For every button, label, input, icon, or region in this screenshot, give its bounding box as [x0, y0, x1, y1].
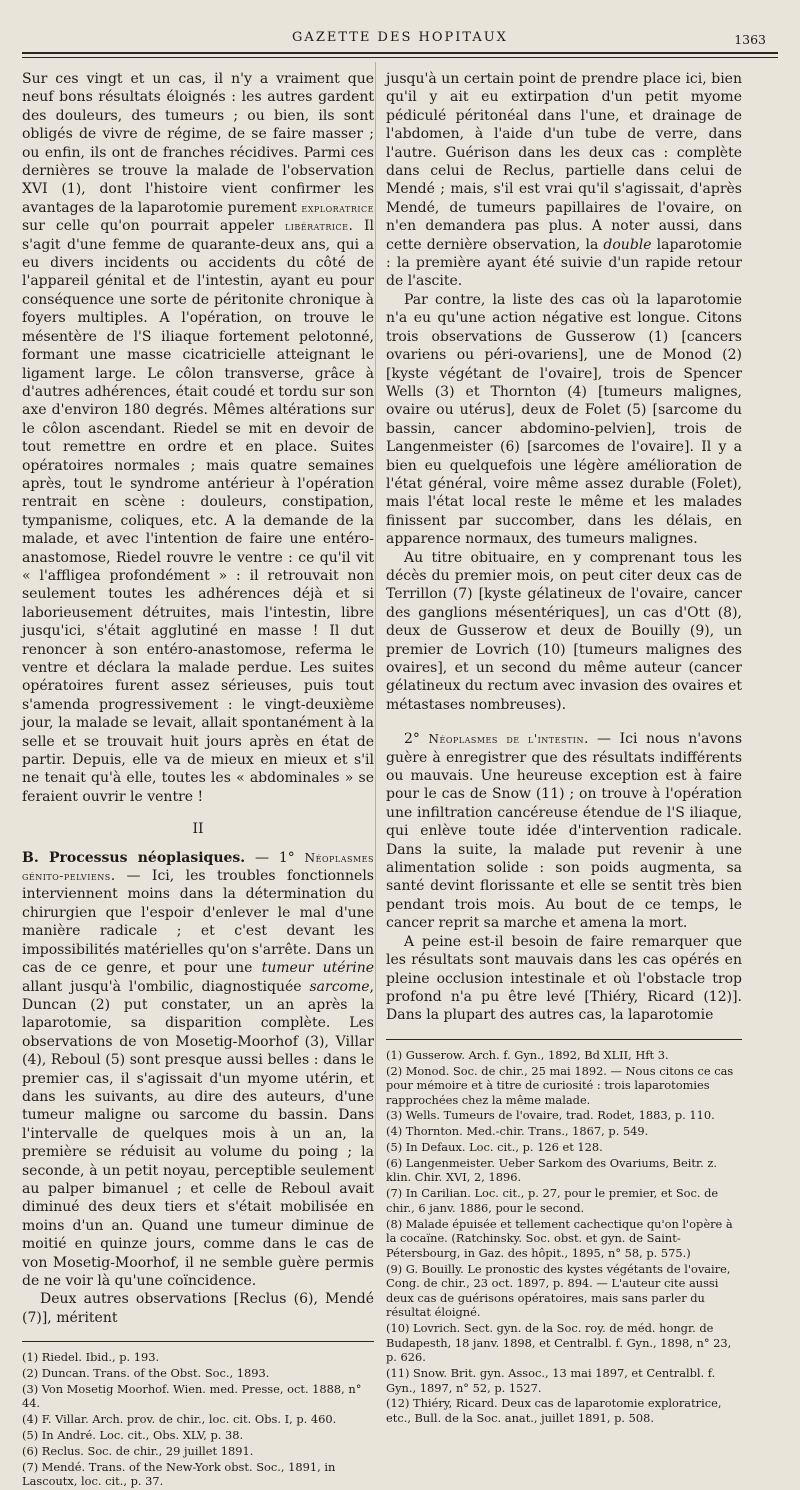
footnote: (7) Mendé. Trans. of the New-York obst. Soc., 1891, in Lascoutx, loc. cit., p. 37. [22, 1459, 336, 1489]
footnote-rule [22, 1341, 374, 1342]
footnote: (10) Lovrich. Sect. gyn. de la Soc. roy. de méd. hongr. de Budapesth, 18 janv. 1898, et Centralbl. f. Gyn., 1898, n° 23, p. 626. [386, 1321, 732, 1365]
footnote: (2) Duncan. Trans. of the Obst. Soc., 1893. [22, 1366, 270, 1380]
paragraph: Deux autres observations [Reclus (6), Mendé (7)], méritent [22, 1291, 374, 1326]
footnote-rule [386, 1039, 742, 1040]
page-number: 1363 [734, 32, 766, 47]
column-divider [375, 62, 376, 1172]
spacer [386, 714, 742, 730]
footnote: (5) In André. Loc. cit., Obs. XLV, p. 38. [22, 1427, 244, 1442]
right-column [386, 70, 742, 1427]
footnote: (7) In Carilian. Loc. cit., p. 27, pour le premier, et Soc. de chir., 6 janv. 1886, pour le second. [386, 1186, 719, 1215]
footnote: (8) Malade épuisée et tellement cachectique qu'on l'opère à la cocaïne. (Ratchinsky. Soc. obst. et gyn. de Saint-Pétersbourg, in Gaz. des hôpit., 1895, n° 58, p. 575.) [386, 1216, 733, 1260]
left-column [22, 70, 374, 1490]
header-rule-thin [22, 57, 778, 58]
footnote: (6) Langenmeister. Ueber Sarkom des Ovariums, Beitr. z. klin. Chir. XVI, 2, 1896. [386, 1155, 718, 1185]
footnote: (1) Riedel. Ibid., p. 193. [22, 1350, 160, 1365]
footnote: (3) Von Mosetig Moorhof. Wien. med. Presse, oct. 1888, n° 44. [22, 1381, 362, 1411]
running-head: GAZETTE DES HOPITAUX [292, 30, 508, 45]
paragraph: jusqu'à un certain point de prendre place ici, bien qu'il y ait eu extirpation d'un petit myome pédiculé péritonéal dans l'une, et drainage de l'abdomen, à l'aide d'un tube de verre, dans l'autre. Guérison dans les deux cas : complète dans celui de Reclus, partielle dans celui de Mendé ; mais, s'il est vrai qu'il s'agissait, d'après Mendé, de tumeurs papillaires de l'ovaire, on n'en demandera pas plus. A noter aussi, dans cette dernière observation, la double laparotomie : la première ayant été suivie d'un rapide retour de l'ascite. [386, 71, 742, 290]
section-number: II [192, 821, 204, 838]
footnote: (9) G. Bouilly. Le pronostic des kystes végétants de l'ovaire, Cong. de chir., 23 oct. 1897, p. 894. — L'auteur cite aussi deux cas de guérisons opératoires, mais sans parler du résultat éloigné. [386, 1261, 731, 1320]
footnote: (11) Snow. Brit. gyn. Assoc., 13 mai 1897, et Centralbl. f. Gyn., 1897, n° 52, p. 1527. [386, 1366, 716, 1395]
paragraph: Au titre obituaire, en y comprenant tous les décès du premier mois, on peut citer deux cas de Terrillon (7) [kyste gélatineux de l'ovaire, cancer des ganglions mésentériques], un cas d'Ott (8), deux de Gusserow et deux de Bouilly (9), un premier de Lovrich (10) [tumeurs malignes des ovaires], et un second du même auteur (cancer gélatineux du rectum avec invasion des ovaires et métastases nombreuses). [386, 549, 742, 713]
paragraph: B. Processus néoplasiques. — 1° Néoplasmes génito-pelviens. — Ici, les troubles fonctionnels interviennent moins dans la détermination du chirurgien que l'espoir d'enlever le mal d'une manière radicale ; et c'est devant les impossibilités matérielles qu'on s'arrête. Dans un cas de ce genre, et pour une tumeur utérine allant jusqu'à l'ombilic, diagnostiquée sarcome, Duncan (2) put constater, un an après la laparotomie, sa disparition complète. Les observations de von Mosetig-Moorhof (3), Villar (4), Reboul (5) sont presque aussi belles : dans le premier cas, il s'agissait d'un myome utérin, et dans les suivants, au dire des auteurs, d'une tumeur maligne ou sarcome du bassin. Dans l'intervalle de quelques mois à un an, la première se réduisit au volume du poing ; la seconde, à un petit noyau, perceptible seulement au palper bimanuel ; et celle de Reboul avait diminué des deux tiers et s'était mobilisée en moins d'un an. Quand une tumeur diminue de moitié en quinze jours, comme dans le cas de von Mosetig-Moorhof, il ne semble guère permis de ne voir là qu'une coïncidence. [22, 849, 375, 1289]
footnote: (12) Thiéry, Ricard. Deux cas de laparotomie exploratrice, etc., Bull. de la Soc. anat., juillet 1891, p. 508. [386, 1396, 722, 1426]
footnote: (4) F. Villar. Arch. prov. de chir., loc. cit. Obs. I, p. 460. [22, 1412, 337, 1427]
footnote: (2) Monod. Soc. de chir., 25 mai 1892. — Nous citons ce cas pour mémoire et à titre de curiosité : trois laparotomies rapprochées chez la même malade. [386, 1063, 734, 1107]
footnotes-left [22, 1350, 374, 1488]
footnotes-right [386, 1048, 742, 1426]
paragraph: A peine est-il besoin de faire remarquer que les résultats sont mauvais dans les cas opérés en pleine occlusion intestinale et où l'obstacle trop profond n'a pu être levé [Thiéry, Ricard (12)]. Dans la plupart des autres cas, la laparotomie [386, 933, 742, 1024]
paragraph: 2° Néoplasmes de l'intestin. — Ici nous n'avons guère à enregistrer que des résultats indifférents ou mauvais. Une heureuse exception est à faire pour le cas de Snow (11) ; on trouve à l'opération une infiltration cancéreuse étendue de l'S iliaque, qui enlève toute idée d'intervention radicale. Dans la suite, la malade put revenir à une alimentation solide : son poids augmenta, sa santé devint florissante et elle se sentit très bien pendant trois mois. Au bout de ce temps, le cancer reprit sa marche et amena la mort. [386, 731, 743, 932]
footnote: (1) Gusserow. Arch. f. Gyn., 1892, Bd XLII, Hft 3. [386, 1047, 669, 1062]
paragraph: Par contre, la liste des cas où la laparotomie n'a eu qu'une action négative est longue. Citons trois observations de Gusserow (1) [cancers ovariens ou péri-ovariens], une de Monod (2) [kyste végétant de l'ovaire], trois de Spencer Wells (3) et Thornton (4) [tumeurs malignes, ovaire ou utérus], deux de Folet (5) [sarcome du bassin, cancer abdomino-pelvien], trois de Langenmeister (6) [sarcomes de l'ovaire]. Il y a bien eu quelquefois une légère amélioration de l'état général, voire même assez durable (Folet), mais l'état local reste le même et les malades finissent par succomber, dans les délais, en apparence normaux, des tumeurs malignes. [386, 291, 742, 548]
footnote: (6) Reclus. Soc. de chir., 29 juillet 1891. [22, 1443, 254, 1458]
footnote: (5) In Defaux. Loc. cit., p. 126 et 128. [386, 1140, 603, 1155]
paragraph: Sur ces vingt et un cas, il n'y a vraiment que neuf bons résultats éloignés : les autres gardent des douleurs, des tumeurs ; ou bien, ils sont obligés de vivre de régime, de se faire masser ; ou enfin, ils ont de franches récidives. Parmi ces dernières se trouve la malade de l'observation XVI (1), dont l'histoire vient confirmer les avantages de la laparotomie purement exploratrice sur celle qu'on pourrait appeler libératrice. Il s'agit d'une femme de quarante-deux ans, qui a eu divers incidents ou accidents du côté de l'appareil génital et de l'intestin, ayant eu pour conséquence une sorte de péritonite chronique à foyers multiples. A l'opération, on trouve le mésentère de l'S iliaque fortement pelotonné, formant une masse cicatricielle atteignant le ligament large. Le côlon transverse, grâce à d'autres adhérences, était coudé et tordu sur son axe d'environ 180 degrés. Mêmes altérations sur le côlon ascendant. Riedel se mit en devoir de tout remettre en ordre et en place. Suites opératoires normales ; mais quatre semaines après, tout le syndrome antérieur à l'opération rentrait en scène : douleurs, constipation, tympanisme, coliques, etc. A la demande de la malade, et avec l'intention de faire une entéro-anastomose, Riedel rouvre le ventre : ce qu'il vit « l'affligea profondément » : il retrouvait non seulement toutes les adhérences déjà et si laborieusement détruites, mais l'intestin, libre jusqu'ici, s'était agglutiné en masse ! Il dut renoncer à son entéro-anastomose, referma le ventre et déclara la malade perdue. Les suites opératoires furent assez sérieuses, puis tout s'amenda progressivement : le vingt-deuxième jour, la malade se levait, allait spontanément à la selle et se trouvait huit jours après en état de partir. Depuis, elle va de mieux en mieux et s'il ne tenait qu'à elle, toutes les « abdominales » se feraient ouvrir le ventre ! [22, 71, 374, 805]
footnote: (3) Wells. Tumeurs de l'ovaire, trad. Rodet, 1883, p. 110. [386, 1108, 715, 1123]
footnote: (4) Thornton. Med.-chir. Trans., 1867, p. 549. [386, 1124, 649, 1139]
header-rule-thick [22, 52, 778, 54]
